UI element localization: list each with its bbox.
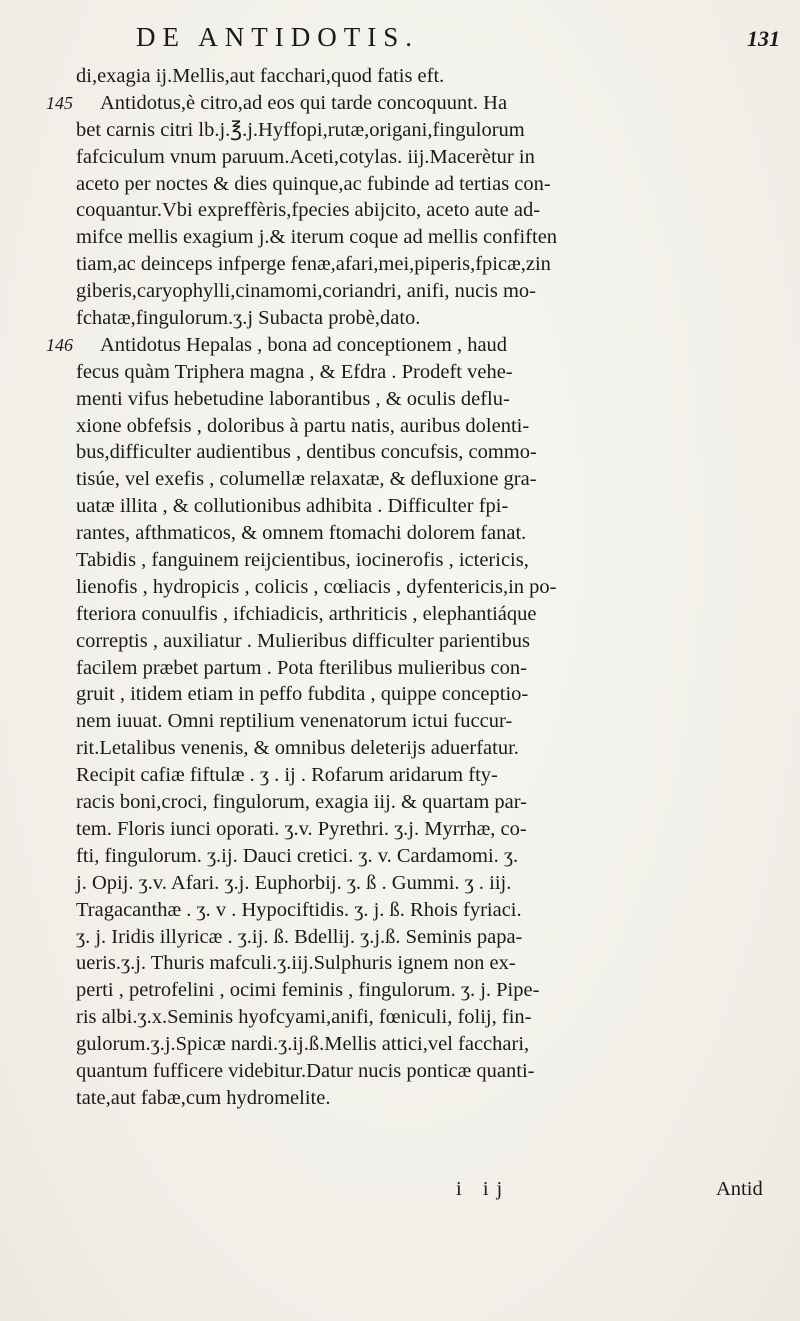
line-text: ʒ. j. Iridis illyricæ . ʒ.ij. ß. Bdellij. ʒ.j.ß. Seminis papa- — [76, 925, 523, 948]
line-text: Tragacanthæ . ʒ. v . Hypociftidis. ʒ. j. ß. Rhois fyriaci. — [76, 898, 522, 921]
line-text: aceto per noctes & dies quinque,ac fubinde ad tertias con- — [76, 172, 551, 195]
page-number: 131 — [747, 26, 780, 51]
page-footer — [76, 1178, 796, 1208]
text-line — [76, 950, 796, 977]
text-line — [76, 1004, 796, 1031]
text-line — [76, 63, 796, 90]
line-text: uatæ illita , & collutionibus adhibita . Difficulter fpi- — [76, 495, 509, 518]
line-text: xione obfefsis , doloribus à partu natis, auribus dolenti- — [76, 414, 530, 437]
text-line — [76, 816, 796, 843]
line-text: Antidotus Hepalas , bona ad conceptionem , haud — [100, 333, 508, 356]
text-line — [76, 1085, 796, 1112]
text-line — [46, 332, 796, 359]
text-line — [76, 1031, 796, 1058]
line-text: coquantur.Vbi expreffèris,fpecies abijcito, aceto aute ad- — [76, 199, 541, 222]
text-line — [76, 977, 796, 1004]
page-header — [60, 22, 780, 62]
line-text: rantes, afthmaticos, & omnem ftomachi dolorem fanat. — [76, 522, 527, 545]
text-line — [76, 520, 796, 547]
text-line — [76, 708, 796, 735]
text-line — [76, 870, 796, 897]
running-head: DE ANTIDOTIS. — [136, 22, 419, 52]
line-text: bus,difficulter audientibus , dentibus concufsis, commo- — [76, 441, 537, 464]
line-text: Antidotus,è citro,ad eos qui tarde concoquunt. Ha — [100, 91, 508, 114]
line-text: menti vifus hebetudine laborantibus , & oculis deflu- — [76, 387, 510, 410]
text-line — [76, 681, 796, 708]
line-text: rit.Letalibus venenis, & omnibus deleterijs aduerfatur. — [76, 737, 519, 760]
line-text: ueris.ʒ.j. Thuris mafculi.ʒ.iij.Sulphuris ignem non ex- — [76, 952, 516, 975]
text-line — [76, 628, 796, 655]
text-line — [76, 789, 796, 816]
text-line — [76, 144, 796, 171]
text-line — [76, 762, 796, 789]
text-line — [76, 278, 796, 305]
text-line — [76, 493, 796, 520]
line-text: fti, fingulorum. ʒ.ij. Dauci cretici. ʒ. v. Cardamomi. ʒ. — [76, 844, 519, 867]
margin-number: 146 — [46, 334, 73, 355]
text-line — [76, 655, 796, 682]
line-text: fecus quàm Triphera magna , & Efdra . Prodeft vehe- — [76, 360, 513, 383]
text-line — [76, 466, 796, 493]
line-text: Recipit cafiæ fiftulæ . ʒ . ij . Rofarum aridarum fty- — [76, 764, 498, 787]
line-text: Tabidis , fanguinem reijcientibus, iocinerofis , ictericis, — [76, 549, 529, 572]
text-line — [76, 843, 796, 870]
text-line — [76, 386, 796, 413]
line-text: j. Opij. ʒ.v. Afari. ʒ.j. Euphorbij. ʒ. ß . Gummi. ʒ . iij. — [76, 871, 512, 894]
line-text: tiam,ac deinceps infperge fenæ,afari,mei,piperis,fpicæ,zin — [76, 253, 551, 276]
line-text: bet carnis citri lb.j.℥.j.Hyffopi,rutæ,origani,fingulorum — [76, 118, 525, 141]
body-text — [46, 63, 796, 1112]
text-line — [76, 547, 796, 574]
line-text: quantum fufficere videbitur.Datur nucis ponticæ quanti- — [76, 1059, 535, 1082]
line-text: ris albi.ʒ.x.Seminis hyofcyami,anifi, fœniculi, folij, fin- — [76, 1006, 532, 1029]
line-text: tisúe, vel exefis , columellæ relaxatæ, & defluxione gra- — [76, 468, 537, 491]
text-line — [76, 413, 796, 440]
text-line — [76, 1058, 796, 1085]
text-line — [76, 197, 796, 224]
line-text: di,exagia ij.Mellis,aut facchari,quod fatis eft. — [76, 65, 445, 87]
text-line — [76, 897, 796, 924]
text-line — [76, 439, 796, 466]
line-text: fteriora conuulfis , ifchiadicis, arthriticis , elephantiáque — [76, 602, 537, 625]
text-line — [46, 90, 796, 117]
text-line — [76, 117, 796, 144]
text-line — [76, 305, 796, 332]
text-line — [76, 359, 796, 386]
line-text: gruit , itidem etiam in peffo fubdita , quippe conceptio- — [76, 683, 529, 706]
margin-number: 145 — [46, 92, 73, 113]
text-line — [76, 224, 796, 251]
line-text: nem iuuat. Omni reptilium venenatorum ictui fuccur- — [76, 710, 513, 733]
line-text: mifce mellis exagium j.& iterum coque ad mellis confiften — [76, 226, 558, 249]
text-line — [76, 924, 796, 951]
text-line — [76, 251, 796, 278]
line-text: facilem præbet partum . Pota fterilibus mulieribus con- — [76, 656, 527, 679]
text-line — [76, 574, 796, 601]
line-text: gulorum.ʒ.j.Spicæ nardi.ʒ.ij.ß.Mellis attici,vel facchari, — [76, 1033, 530, 1056]
line-text: perti , petrofelini , ocimi feminis , fingulorum. ʒ. j. Pipe- — [76, 979, 540, 1002]
line-text: correptis , auxiliatur . Mulieribus difficulter parientibus — [76, 629, 530, 652]
line-text: lienofis , hydropicis , colicis , cœliacis , dyfentericis,in po- — [76, 575, 557, 598]
text-line — [76, 601, 796, 628]
line-text: racis boni,croci, fingulorum, exagia iij. & quartam par- — [76, 791, 528, 814]
catchword: Antid — [716, 1178, 763, 1200]
line-text: fafciculum vnum paruum.Aceti,cotylas. iij.Macerètur in — [76, 145, 535, 168]
line-text: tem. Floris iunci oporati. ʒ.v. Pyrethri. ʒ.j. Myrrhæ, co- — [76, 817, 527, 840]
line-text: tate,aut fabæ,cum hydromelite. — [76, 1086, 331, 1109]
text-line — [76, 171, 796, 198]
signature-mark: i ij — [456, 1178, 511, 1200]
line-text: fchatæ,fingulorum.ʒ.j Subacta probè,dato. — [76, 307, 421, 330]
line-text: giberis,caryophylli,cinamomi,coriandri, anifi, nucis mo- — [76, 280, 536, 303]
text-line — [76, 735, 796, 762]
